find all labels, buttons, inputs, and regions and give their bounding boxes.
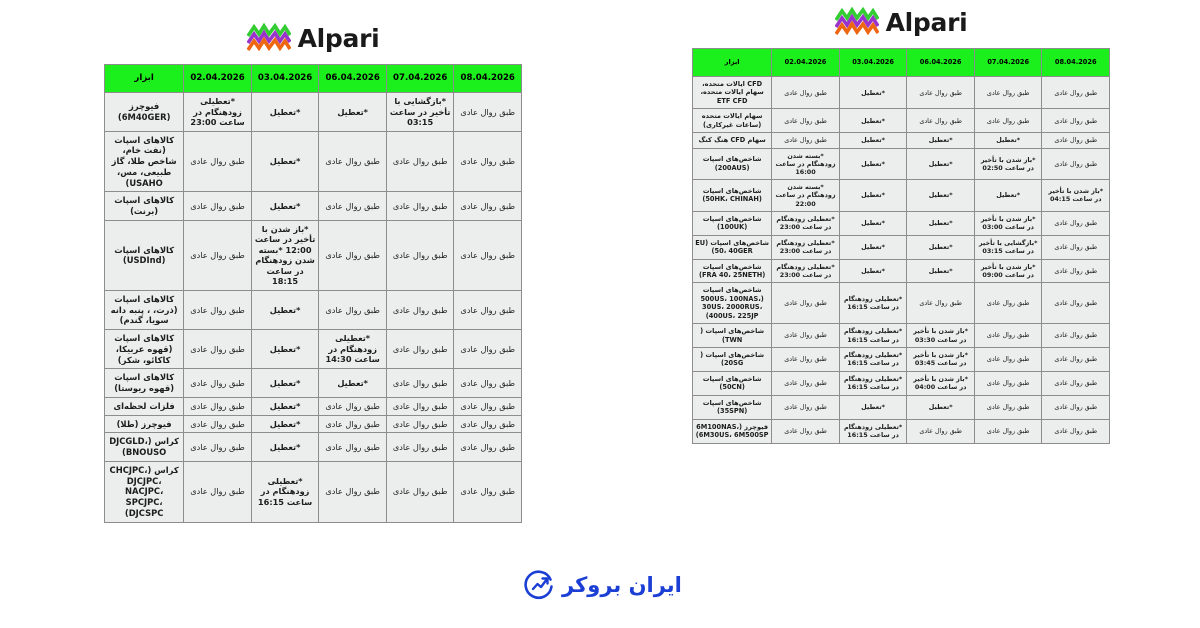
cell-d03: *تعطیل bbox=[839, 395, 907, 419]
cell-d07: طبق روال عادی bbox=[386, 330, 454, 369]
table-row bbox=[105, 192, 522, 221]
cell-d07: طبق روال عادی bbox=[386, 290, 454, 329]
cell-d02: *تعطیلی زودهنگام در ساعت 23:00 bbox=[772, 259, 840, 283]
alpari-mountains-icon bbox=[247, 23, 291, 53]
table-row bbox=[693, 235, 1110, 259]
cell-d08: طبق روال عادی bbox=[454, 330, 522, 369]
table-row bbox=[693, 211, 1110, 235]
table-row bbox=[105, 220, 522, 290]
col-header-instrument: ابزار bbox=[693, 49, 772, 77]
table-row bbox=[693, 77, 1110, 109]
left-schedule-table bbox=[104, 64, 522, 523]
cell-d06: *تعطیل bbox=[319, 93, 387, 132]
cell-instrument: شاخص‌های اسپات (50HK، CHINAH) bbox=[693, 180, 772, 212]
cell-d07: طبق روال عادی bbox=[974, 419, 1042, 443]
cell-instrument: کالاهای اسپات (قهوه عربیکا، کاکائو، شکر) bbox=[105, 330, 184, 369]
table-row bbox=[105, 131, 522, 192]
right-table-head bbox=[693, 49, 1110, 77]
cell-d08: طبق روال عادی bbox=[454, 220, 522, 290]
cell-d07: طبق روال عادی bbox=[386, 131, 454, 192]
col-header-08: 08.04.2026 bbox=[1042, 49, 1110, 77]
cell-d06: *تعطیل bbox=[907, 235, 975, 259]
cell-d02: *بسته شدن زودهنگام در ساعت 16:00 bbox=[772, 148, 840, 180]
cell-d07: طبق روال عادی bbox=[974, 77, 1042, 109]
cell-d06: *تعطیلی زودهنگام در ساعت 14:30 bbox=[319, 330, 387, 369]
cell-d06: *تعطیل bbox=[319, 369, 387, 398]
cell-instrument: فیوچرز (6M100NAS، 6M30US، 6M500SP) bbox=[693, 419, 772, 443]
cell-d07: طبق روال عادی bbox=[386, 433, 454, 462]
cell-d03: *تعطیل bbox=[251, 131, 319, 192]
table-row bbox=[693, 348, 1110, 372]
table-row bbox=[693, 180, 1110, 212]
cell-d03: *تعطیلی زودهنگام در ساعت 16:15 bbox=[839, 348, 907, 372]
cell-d03: *تعطیلی زودهنگام در ساعت 16:15 bbox=[839, 419, 907, 443]
iranbroker-wordmark: ایران بروکر bbox=[562, 573, 682, 597]
table-row bbox=[105, 397, 522, 415]
cell-d08: طبق روال عادی bbox=[1042, 324, 1110, 348]
cell-d03: *تعطیلی زودهنگام در ساعت 16:15 bbox=[839, 283, 907, 324]
alpari-wordmark: Alpari bbox=[297, 23, 380, 53]
cell-d07: *بازگشایی با تأخیر در ساعت 03:15 bbox=[974, 235, 1042, 259]
cell-d08: طبق روال عادی bbox=[454, 93, 522, 132]
cell-d08: طبق روال عادی bbox=[1042, 419, 1110, 443]
cell-d03: *تعطیل bbox=[251, 397, 319, 415]
cell-d08: طبق روال عادی bbox=[454, 461, 522, 522]
cell-instrument: کالاهای اسپات (قهوه ریوستا) bbox=[105, 369, 184, 398]
cell-d03: *تعطیل bbox=[251, 192, 319, 221]
cell-instrument: فیوچرز (6M40GER) bbox=[105, 93, 184, 132]
cell-instrument: شاخص‌های اسپات (EU 50، 40GER) bbox=[693, 235, 772, 259]
cell-d08: طبق روال عادی bbox=[454, 290, 522, 329]
cell-d07: طبق روال عادی bbox=[974, 283, 1042, 324]
col-header-03: 03.04.2026 bbox=[839, 49, 907, 77]
cell-d08: طبق روال عادی bbox=[454, 369, 522, 398]
table-row bbox=[105, 433, 522, 462]
cell-d02: طبق روال عادی bbox=[184, 397, 252, 415]
cell-d08: طبق روال عادی bbox=[454, 433, 522, 462]
cell-d02: *بسته شدن زودهنگام در ساعت 22:00 bbox=[772, 180, 840, 212]
col-header-06: 06.04.2026 bbox=[319, 65, 387, 93]
cell-d03: *تعطیلی زودهنگام در ساعت 16:15 bbox=[251, 461, 319, 522]
cell-d06: طبق روال عادی bbox=[319, 415, 387, 433]
right-table-body bbox=[693, 77, 1110, 444]
cell-d06: طبق روال عادی bbox=[319, 220, 387, 290]
cell-d07: *باز شدن با تأخیر در ساعت 09:00 bbox=[974, 259, 1042, 283]
cell-d03: *تعطیل bbox=[251, 290, 319, 329]
cell-d06: طبق روال عادی bbox=[907, 283, 975, 324]
cell-d06: طبق روال عادی bbox=[907, 419, 975, 443]
cell-d03: *تعطیلی زودهنگام در ساعت 16:15 bbox=[839, 324, 907, 348]
cell-d07: طبق روال عادی bbox=[386, 192, 454, 221]
cell-instrument: شاخص‌های اسپات ( 20SG) bbox=[693, 348, 772, 372]
cell-d08: طبق روال عادی bbox=[1042, 133, 1110, 148]
cell-d06: طبق روال عادی bbox=[319, 131, 387, 192]
cell-d02: طبق روال عادی bbox=[184, 433, 252, 462]
col-header-03: 03.04.2026 bbox=[251, 65, 319, 93]
cell-d06: *تعطیل bbox=[907, 148, 975, 180]
cell-d08: طبق روال عادی bbox=[1042, 395, 1110, 419]
cell-d06: طبق روال عادی bbox=[319, 397, 387, 415]
cell-d07: طبق روال عادی bbox=[386, 220, 454, 290]
cell-d06: طبق روال عادی bbox=[907, 109, 975, 133]
cell-d06: طبق روال عادی bbox=[319, 192, 387, 221]
table-row bbox=[693, 148, 1110, 180]
cell-instrument: کالاهای اسپات (نفت خام، شاخص طلا، گاز طبیعی، مس، USAHO) bbox=[105, 131, 184, 192]
cell-d07: طبق روال عادی bbox=[974, 395, 1042, 419]
table-row bbox=[693, 324, 1110, 348]
cell-instrument: کراس (DJCGLD، BNOUSO) bbox=[105, 433, 184, 462]
cell-d02: طبق روال عادی bbox=[184, 220, 252, 290]
table-row bbox=[693, 133, 1110, 148]
cell-d02: طبق روال عادی bbox=[772, 109, 840, 133]
col-header-06: 06.04.2026 bbox=[907, 49, 975, 77]
cell-d08: طبق روال عادی bbox=[454, 415, 522, 433]
cell-d02: طبق روال عادی bbox=[772, 77, 840, 109]
cell-instrument: کالاهای اسپات (ذرت، ، پنبه دانه سویا، گندم) bbox=[105, 290, 184, 329]
cell-d02: طبق روال عادی bbox=[184, 415, 252, 433]
cell-d06: *تعطیل bbox=[907, 259, 975, 283]
table-row bbox=[693, 395, 1110, 419]
cell-d06: طبق روال عادی bbox=[319, 461, 387, 522]
cell-d03: *تعطیل bbox=[839, 259, 907, 283]
cell-instrument: شاخص‌های اسپات (500US، 100NAS، 30US، 2000RUS، 400US، 225JP) bbox=[693, 283, 772, 324]
left-schedule-panel bbox=[104, 18, 522, 523]
cell-d08: طبق روال عادی bbox=[1042, 109, 1110, 133]
cell-d06: *تعطیل bbox=[907, 133, 975, 148]
cell-d07: *باز شدن با تأخیر در ساعت 03:00 bbox=[974, 211, 1042, 235]
cell-d03: *تعطیل bbox=[839, 180, 907, 212]
cell-d03: *تعطیل bbox=[839, 109, 907, 133]
cell-d02: طبق روال عادی bbox=[184, 290, 252, 329]
cell-instrument: شاخص‌های اسپات (100UK) bbox=[693, 211, 772, 235]
cell-instrument: شاخص‌های اسپات (50CN) bbox=[693, 371, 772, 395]
cell-d03: *تعطیل bbox=[251, 433, 319, 462]
cell-d07: طبق روال عادی bbox=[386, 461, 454, 522]
cell-d07: *تعطیل bbox=[974, 180, 1042, 212]
cell-d03: *تعطیل bbox=[251, 415, 319, 433]
cell-d06: *باز شدن با تأخیر در ساعت 04:00 bbox=[907, 371, 975, 395]
cell-instrument: سهام CFD هنگ کنگ bbox=[693, 133, 772, 148]
table-row bbox=[693, 109, 1110, 133]
left-header-row bbox=[105, 65, 522, 93]
right-schedule-table bbox=[692, 48, 1110, 444]
cell-d02: طبق روال عادی bbox=[772, 395, 840, 419]
cell-d07: طبق روال عادی bbox=[974, 371, 1042, 395]
cell-d02: طبق روال عادی bbox=[772, 324, 840, 348]
cell-d02: طبق روال عادی bbox=[184, 461, 252, 522]
cell-d08: طبق روال عادی bbox=[454, 397, 522, 415]
table-row bbox=[105, 369, 522, 398]
cell-d03: *تعطیلی زودهنگام در ساعت 16:15 bbox=[839, 371, 907, 395]
cell-d07: طبق روال عادی bbox=[386, 369, 454, 398]
cell-instrument: فلزات لحظه‌ای bbox=[105, 397, 184, 415]
alpari-wordmark: Alpari bbox=[885, 7, 968, 37]
cell-d08: طبق روال عادی bbox=[1042, 77, 1110, 109]
cell-instrument: فیوچرز (طلا) bbox=[105, 415, 184, 433]
cell-d03: *تعطیل bbox=[251, 369, 319, 398]
table-row bbox=[105, 461, 522, 522]
table-row bbox=[105, 415, 522, 433]
cell-instrument: شاخص‌های اسپات ( TWN) bbox=[693, 324, 772, 348]
cell-d07: طبق روال عادی bbox=[386, 415, 454, 433]
cell-d06: *باز شدن با تأخیر در ساعت 03:45 bbox=[907, 348, 975, 372]
cell-d06: طبق روال عادی bbox=[319, 433, 387, 462]
cell-d07: طبق روال عادی bbox=[386, 397, 454, 415]
right-header-row bbox=[693, 49, 1110, 77]
cell-d07: طبق روال عادی bbox=[974, 324, 1042, 348]
cell-d07: طبق روال عادی bbox=[974, 348, 1042, 372]
cell-d08: طبق روال عادی bbox=[1042, 235, 1110, 259]
cell-d07: طبق روال عادی bbox=[974, 109, 1042, 133]
cell-d03: *تعطیل bbox=[251, 93, 319, 132]
table-row bbox=[105, 290, 522, 329]
cell-d03: *تعطیل bbox=[839, 211, 907, 235]
cell-instrument: شاخص‌های اسپات (200AUS) bbox=[693, 148, 772, 180]
alpari-mountains-icon bbox=[835, 7, 879, 37]
cell-d08: طبق روال عادی bbox=[454, 131, 522, 192]
alpari-logo-left bbox=[104, 18, 522, 58]
cell-d08: طبق روال عادی bbox=[454, 192, 522, 221]
col-header-instrument: ابزار bbox=[105, 65, 184, 93]
cell-d08: طبق روال عادی bbox=[1042, 348, 1110, 372]
table-row bbox=[693, 419, 1110, 443]
cell-d06: *تعطیل bbox=[907, 211, 975, 235]
cell-d07: *باز شدن با تأخیر در ساعت 02:50 bbox=[974, 148, 1042, 180]
table-row bbox=[693, 283, 1110, 324]
cell-d02: *تعطیلی زودهنگام در ساعت 23:00 bbox=[772, 211, 840, 235]
iranbroker-chart-arrow-icon bbox=[524, 570, 554, 600]
cell-d08: طبق روال عادی bbox=[1042, 259, 1110, 283]
cell-d08: طبق روال عادی bbox=[1042, 283, 1110, 324]
table-row bbox=[693, 371, 1110, 395]
cell-d03: *تعطیل bbox=[839, 148, 907, 180]
table-row bbox=[105, 93, 522, 132]
iranbroker-brand bbox=[524, 570, 682, 600]
cell-d08: طبق روال عادی bbox=[1042, 211, 1110, 235]
cell-d02: طبق روال عادی bbox=[772, 283, 840, 324]
cell-d03: *تعطیل bbox=[839, 235, 907, 259]
left-table-head bbox=[105, 65, 522, 93]
cell-d08: *باز شدن با تأخیر در ساعت 04:15 bbox=[1042, 180, 1110, 212]
cell-instrument: سهام ایالات متحده (ساعات غیرکاری) bbox=[693, 109, 772, 133]
cell-d06: *تعطیل bbox=[907, 395, 975, 419]
cell-d02: طبق روال عادی bbox=[772, 419, 840, 443]
cell-d06: طبق روال عادی bbox=[319, 290, 387, 329]
cell-instrument: شاخص‌های اسپات (35SPN) bbox=[693, 395, 772, 419]
cell-d02: *تعطیلی زودهنگام در ساعت 23:00 bbox=[772, 235, 840, 259]
cell-d08: طبق روال عادی bbox=[1042, 371, 1110, 395]
col-header-07: 07.04.2026 bbox=[386, 65, 454, 93]
table-row bbox=[693, 259, 1110, 283]
col-header-02: 02.04.2026 bbox=[772, 49, 840, 77]
cell-d03: *تعطیل bbox=[839, 77, 907, 109]
col-header-07: 07.04.2026 bbox=[974, 49, 1042, 77]
cell-d02: طبق روال عادی bbox=[772, 133, 840, 148]
cell-d07: *بازگشایی با تأخیر در ساعت 03:15 bbox=[386, 93, 454, 132]
cell-d02: طبق روال عادی bbox=[184, 192, 252, 221]
cell-instrument: شاخص‌های اسپات (FRA 40، 25NETH) bbox=[693, 259, 772, 283]
cell-d02: طبق روال عادی bbox=[184, 369, 252, 398]
table-row bbox=[105, 330, 522, 369]
cell-instrument: کالاهای اسپات (USDInd) bbox=[105, 220, 184, 290]
cell-d06: طبق روال عادی bbox=[907, 77, 975, 109]
left-table-body bbox=[105, 93, 522, 523]
cell-instrument: کالاهای اسپات (برنت) bbox=[105, 192, 184, 221]
col-header-08: 08.04.2026 bbox=[454, 65, 522, 93]
cell-instrument: CFD ایالات متحده، سهام ایالات متحده، ETF CFD bbox=[693, 77, 772, 109]
cell-d02: طبق روال عادی bbox=[184, 131, 252, 192]
cell-instrument: کراس (CHCJPC، DJCJPC، NACJPC، SPCJPC، DJCSPC) bbox=[105, 461, 184, 522]
cell-d06: *باز شدن با تأخیر در ساعت 03:30 bbox=[907, 324, 975, 348]
cell-d03: *تعطیل bbox=[839, 133, 907, 148]
cell-d08: طبق روال عادی bbox=[1042, 148, 1110, 180]
cell-d02: طبق روال عادی bbox=[772, 371, 840, 395]
right-schedule-panel bbox=[692, 2, 1110, 444]
cell-d02: *تعطیلی زودهنگام در ساعت 23:00 bbox=[184, 93, 252, 132]
col-header-02: 02.04.2026 bbox=[184, 65, 252, 93]
cell-d02: طبق روال عادی bbox=[184, 330, 252, 369]
alpari-logo-right bbox=[692, 2, 1110, 42]
cell-d02: طبق روال عادی bbox=[772, 348, 840, 372]
cell-d07: *تعطیل bbox=[974, 133, 1042, 148]
cell-d06: *تعطیل bbox=[907, 180, 975, 212]
cell-d03: *باز شدن با تأخیر در ساعت 12:00 *بسته شدن زودهنگام در ساعت 18:15 bbox=[251, 220, 319, 290]
cell-d03: *تعطیل bbox=[251, 330, 319, 369]
